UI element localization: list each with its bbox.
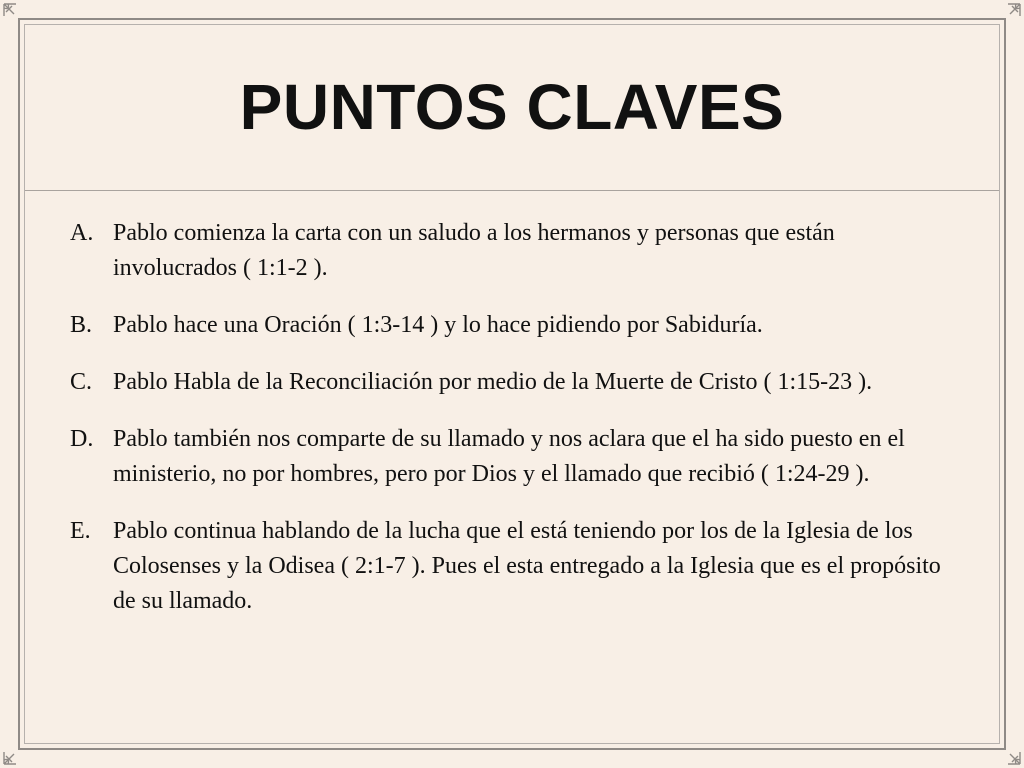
list-item [70,422,950,492]
corner-ornament-icon [996,740,1022,766]
list-item-letter: A. [70,220,94,246]
list-item [70,216,950,286]
list-item-text: Pablo también nos comparte de su llamado y nos aclara que el ha sido puesto en el ministerio, no por hombres, pero por Dios y el llamado que recibió ( 1:24-29 ). [113,426,905,487]
slide-title: PUNTOS CLAVES [239,71,785,143]
key-points-list [70,216,950,641]
list-item-letter: C. [70,369,93,395]
list-item-text: Pablo comienza la carta con un saludo a los hermanos y personas que están involucrados ( 1:1-2 ). [113,220,835,281]
title-divider [25,190,999,191]
corner-ornament-icon [2,740,28,766]
corner-ornament-icon [996,2,1022,28]
corner-ornament-icon [2,2,28,28]
list-item [70,514,950,619]
list-item [70,365,950,400]
list-item-letter: D. [70,426,94,452]
list-item-text: Pablo continua hablando de la lucha que el está teniendo por los de la Iglesia de los Colosenses y la Odisea ( 2:1-7 ). Pues el esta entregado a la Iglesia que es el propósito de su llamado. [113,518,941,614]
list-item [70,308,950,343]
list-item-text: Pablo Habla de la Reconciliación por medio de la Muerte de Cristo ( 1:15-23 ). [113,369,873,395]
list-item-letter: B. [70,312,93,338]
list-item-letter: E. [70,518,91,544]
list-item-text: Pablo hace una Oración ( 1:3-14 ) y lo hace pidiendo por Sabiduría. [113,312,763,338]
